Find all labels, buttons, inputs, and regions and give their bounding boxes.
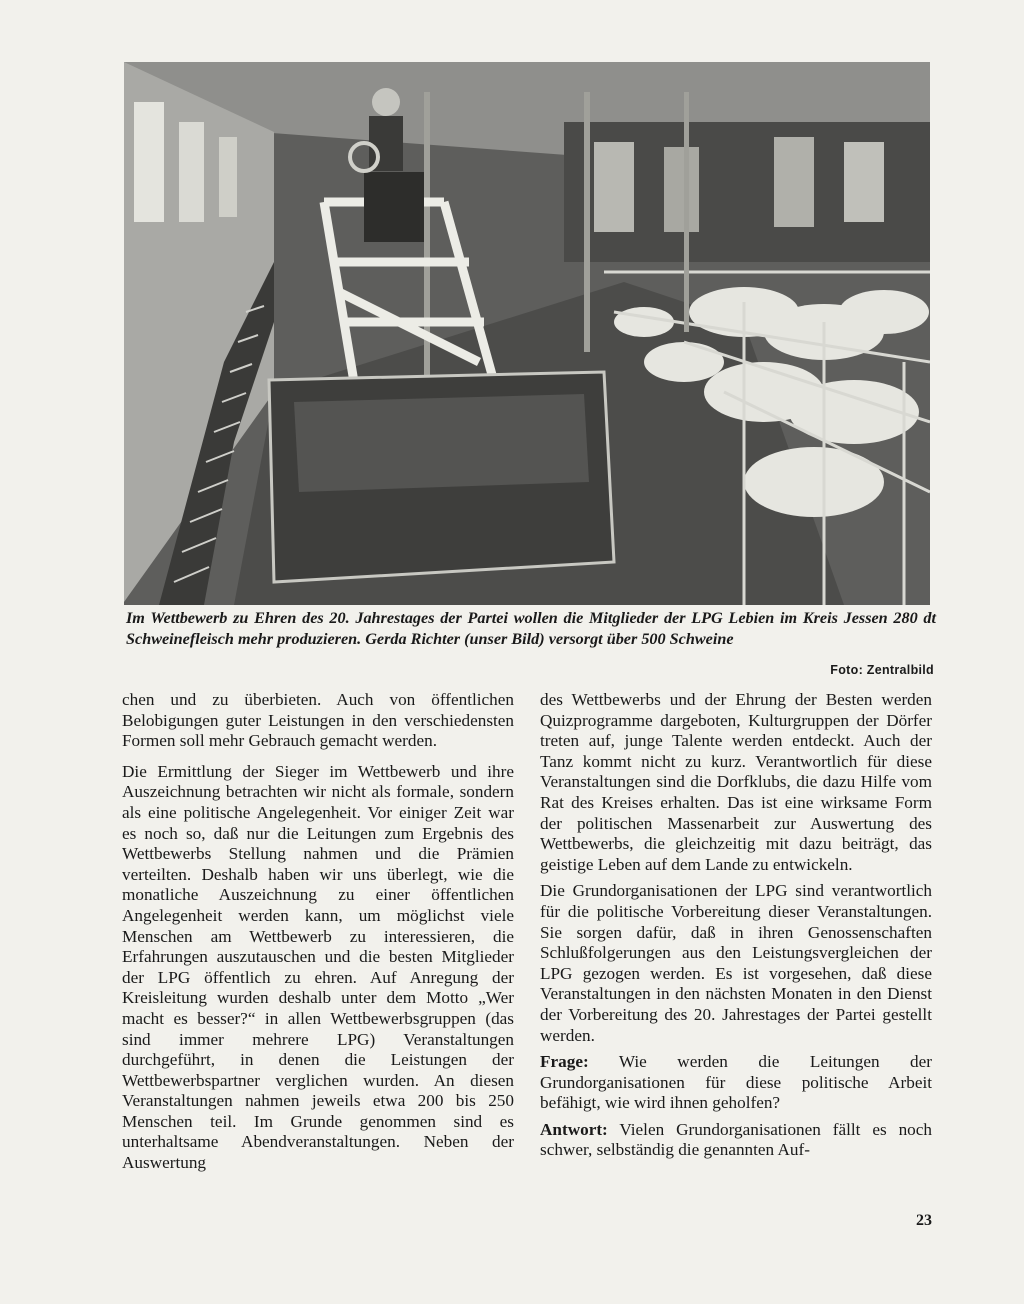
question-label: Frage:	[540, 1052, 589, 1072]
photo-illustration	[124, 62, 930, 605]
left-paragraph-2: Die Ermittlung der Sieger im Wettbewerb und ihre Auszeichnung betrachten wir nicht als formale, sondern als eine politische Angelegenheit. Vor einiger Zeit war es noch so, daß nur die Leitungen zum Ergebnis des Wettbewerbs Stellung nahmen und die Prämien verteilten. Deshalb haben wir uns überlegt, wie die monatliche Auszeichnung zu einer öffentlichen Angelegenheit werden kann, um möglichst viele Menschen am Wettbewerb zu interessieren, die Erfahrungen auszutauschen und die besten Mitglieder der LPG öffentlich zu ehren. Auf Anregung der Kreisleitung wurden deshalb unter dem Motto „Wer macht es besser?“ in allen Wettbewerbsgruppen (das sind immer mehrere LPG) Veranstaltungen durchgeführt, in denen die Leistungen der Wettbewerbspartner verglichen wurden. An diesen Veranstaltungen nahmen jeweils etwa 200 bis 250 Menschen teil. Im Grunde genommen sind es unterhaltsame Abendveranstaltungen. Neben der Auswertung	[122, 761, 514, 1173]
right-paragraph-1: des Wettbewerbs und der Ehrung der Besten werden Quizprogramme dargeboten, Kulturgruppen der Dörfer treten auf, junge Talente werden entdeckt. Auch der Tanz kommt nicht zu kurz. Verantwortlich für diese Veranstaltungen sind die Dorfklubs, die dazu Hilfe vom Rat des Kreises erhalten. Das ist eine wirksame Form der politischen Massenarbeit zur Auswertung des Wettbewerbs, die gleichzeitig mit dazu beiträgt, das geistige Leben auf dem Lande zu entwickeln.	[540, 690, 932, 874]
question-paragraph	[540, 1052, 932, 1114]
left-paragraph-1: chen und zu überbieten. Auch von öffentlichen Belobigungen guter Leistungen in den verschiedensten Formen soll mehr Gebrauch gemacht werden.	[122, 690, 514, 751]
answer-paragraph	[540, 1120, 932, 1161]
right-column	[540, 690, 932, 1167]
question-text: Wie werden die Leitungen der Grundorganisationen für diese politische Arbeit befähigt, wie wird ihnen geholfen?	[540, 1052, 932, 1113]
caption-text: Im Wettbewerb zu Ehren des 20. Jahrestages der Partei wollen die Mitglieder der LPG Lebien im Kreis Jessen 280 dt Schweinefleisch mehr produzieren. Gerda Richter (unser Bild) versorgt über 500 Schweine	[126, 609, 936, 648]
photo-pig-barn-feeding	[124, 62, 930, 605]
left-column	[122, 690, 514, 1184]
answer-text: Vielen Grundorganisationen fällt es noch schwer, selbständig die genannten Auf-	[540, 1119, 932, 1160]
photo-caption	[126, 608, 936, 650]
answer-label: Antwort:	[540, 1119, 608, 1139]
right-paragraph-2: Die Grundorganisationen der LPG sind verantwortlich für die politische Vorbereitung dieser Veranstaltungen. Sie sorgen dafür, daß in ihren Genossenschaften Schlußfolgerungen aus den Leistungsvergleichen der LPG gezogen werden. Es ist vorgesehen, daß diese Veranstaltungen in den nächsten Monaten in den Dienst der Vorbereitung des 20. Jahrestages der Partei gestellt werden.	[540, 881, 932, 1045]
photo-credit: Foto: Zentralbild	[830, 663, 934, 677]
page-number: 23	[916, 1212, 932, 1229]
